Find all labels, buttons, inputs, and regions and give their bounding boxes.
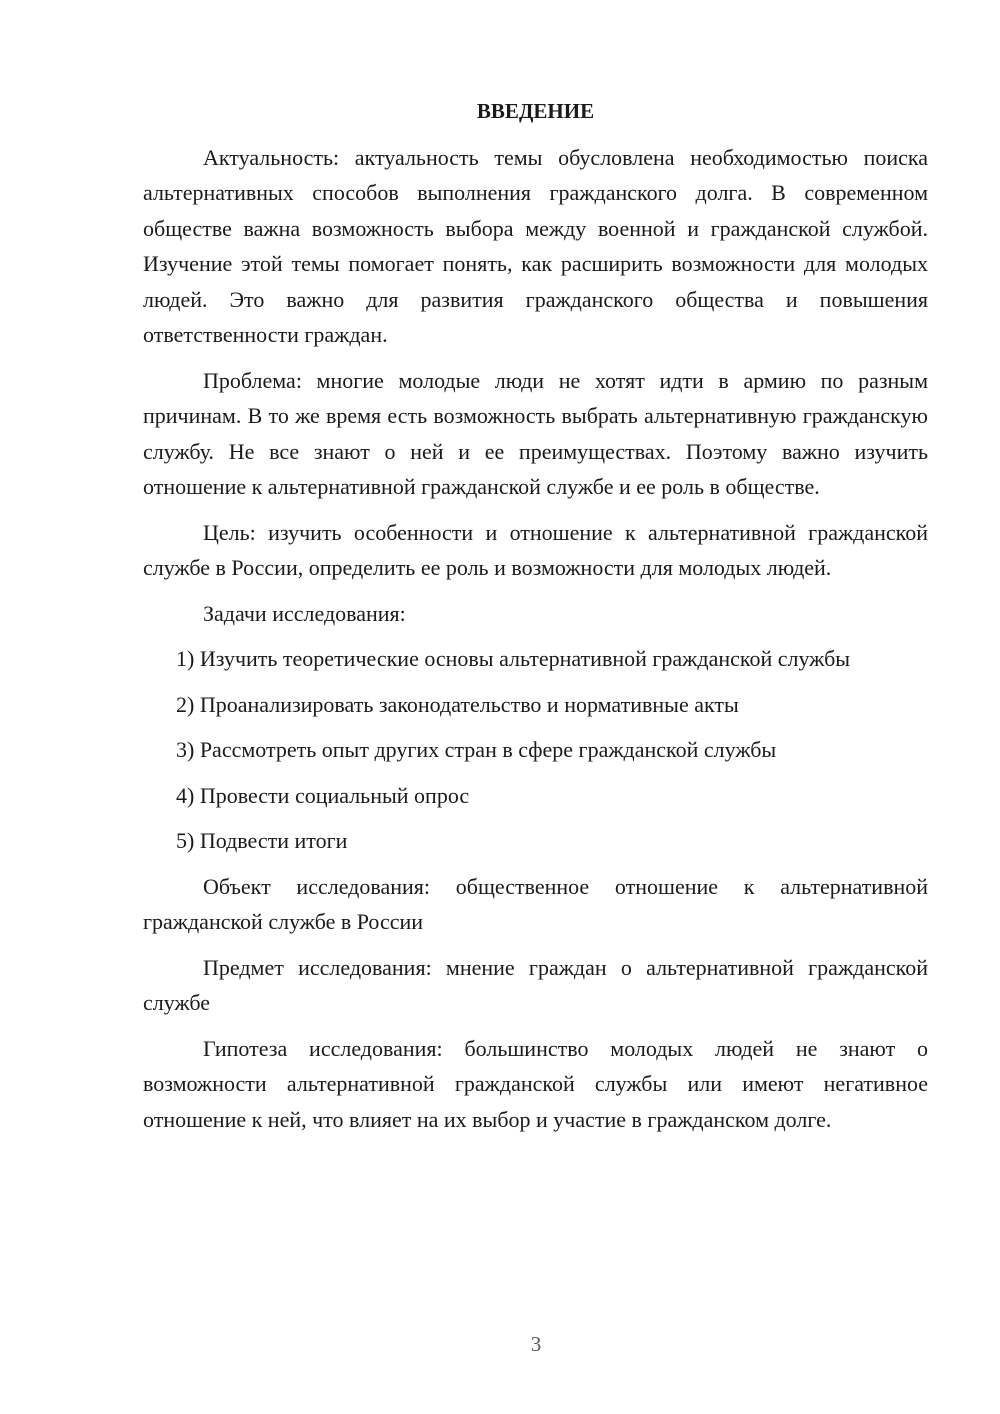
task-item-3: 3) Рассмотреть опыт других стран в сфере гражданской службы [176,737,777,762]
task-item-2: 2) Проанализировать законодательство и нормативные акты [176,691,739,717]
tasks-intro: Задачи исследования: [203,600,406,626]
goal-paragraph: Цель: изучить особенности и отношение к альтернативной гражданской службе в России, определить ее роль и возможности для молодых людей. [143,519,928,580]
problem-paragraph: Проблема: многие молодые люди не хотят идти в армию по разным причинам. В то же время есть возможность выбрать альтернативную гражданскую службу. Не все знают о ней и ее преимуществах. Поэтому важно изучить отношение к альтернативной гражданской службе и ее роль в обществе. [143,367,928,499]
subject-paragraph: Предмет исследования: мнение граждан о альтернативной гражданской службе [143,954,928,1015]
hypothesis-paragraph: Гипотеза исследования: большинство молодых людей не знают о возможности альтернативной гражданской службы или имеют негативное отношение к ней, что влияет на их выбор и участие в гражданском долге. [143,1035,928,1132]
section-heading: ВВЕДЕНИЕ [476,99,595,123]
object-paragraph: Объект исследования: общественное отношение к альтернативной гражданской службе в России [143,873,928,934]
relevance-paragraph: Актуальность: актуальность темы обусловлена необходимостью поиска альтернативных способов выполнения гражданского долга. В современном обществе важна возможность выбора между военной и гражданской службой. Изучение этой темы помогает понять, как расширить возможности для молодых людей. Это важно для развития гражданского общества и повышения ответственности граждан. [143,144,928,347]
task-item-5: 5) Подвести итоги [176,828,348,853]
document-body [143,94,928,1147]
task-item-4: 4) Провести социальный опрос [176,782,470,808]
page-number: 3 [530,1332,542,1356]
task-item-1: 1) Изучить теоретические основы альтернативной гражданской службы [176,646,851,671]
